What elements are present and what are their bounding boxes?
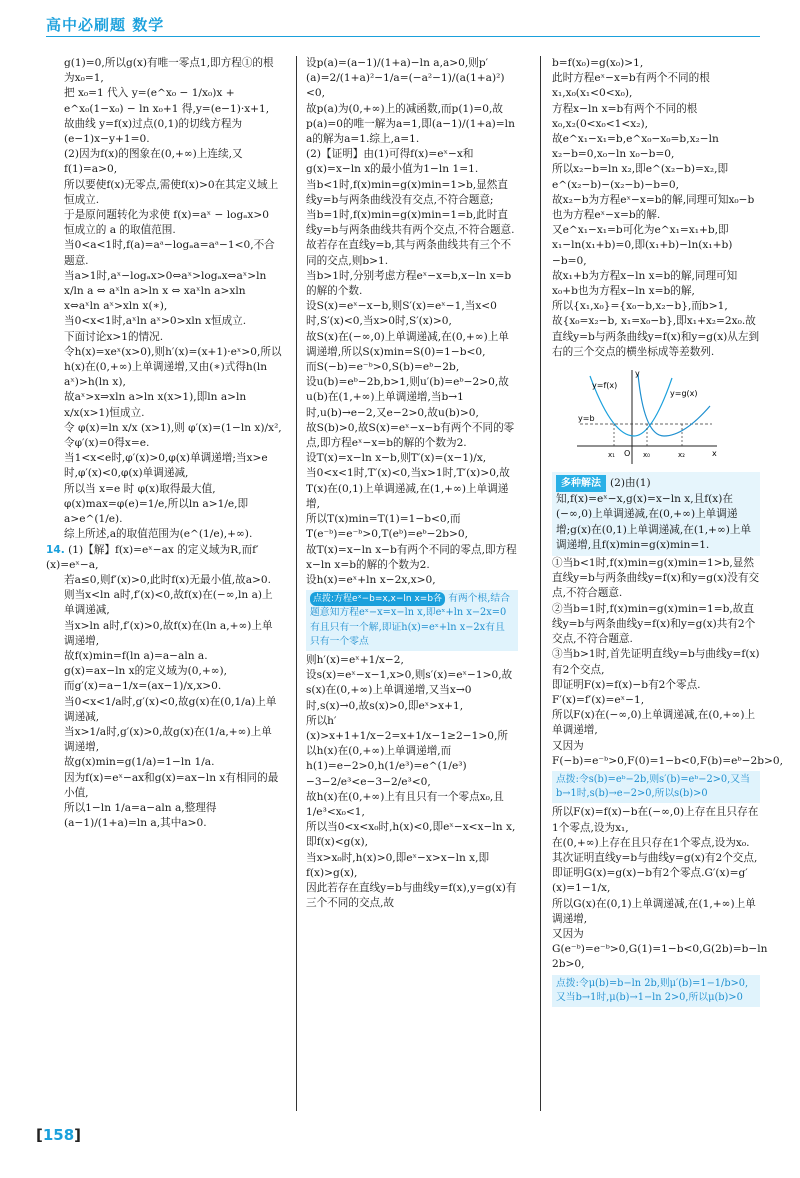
header-rule <box>46 36 760 37</box>
text-line: 当x>1/a时,g′(x)>0,故g(x)在(1/a,+∞)上单调递增, <box>64 725 272 754</box>
text-line: b=f(x₀)=g(x₀)>1, <box>552 57 644 69</box>
text-line: 因为f(x)=eˣ−ax和g(x)=ax−ln x有相同的最小值, <box>64 771 279 799</box>
text-line: 当0<a<1时,f(a)=aᵃ−logₐa=aᵃ−1<0,不合题意. <box>64 239 275 267</box>
text-line: g(1)=0,所以g(x)有唯一零点1,即方程①的根为x₀=1, <box>64 57 274 85</box>
text-line: 所以当0<x<x₀时,h(x)<0,即eˣ−x<x−ln x,即f(x)<g(x), <box>306 821 516 849</box>
label-origin: O <box>624 449 631 459</box>
column-2 <box>306 56 518 911</box>
text-line: 其次证明直线y=b与曲线y=g(x)有2个交点,即证明G(x)=g(x)−b有2个零点.G′(x)=g′(x)=1−1/x, <box>552 851 758 895</box>
text-line: 设s(x)=eˣ−x−1,x>0,则s′(x)=eˣ−1>0,故s(x)在(0,+∞)上单调递增,又当x→0时,s(x)→0,故s(x)>0,即eˣ>x+1, <box>306 669 513 712</box>
hint-note <box>306 590 518 651</box>
text-line: 故x₁+b为方程x−ln x=b的解,同理可知x₀+b也为方程x−ln x=b的解, <box>552 269 738 298</box>
text-line: 此时方程eˣ−x=b有两个不同的根x₁,x₀(x₁<0<x₀), <box>552 72 710 100</box>
text-line: 设u(b)=eᵇ−2b,b>1,则u′(b)=eᵇ−2>0,故u(b)在(1,+∞)上单调递增,当b→1时,u(b)→e−2,又e−2>0,故u(b)>0, <box>306 376 509 419</box>
text-line: 设T(x)=x−ln x−b,则T′(x)=(x−1)/x, <box>306 452 487 465</box>
text-line: 令h(x)=xeˣ(x>0),则h′(x)=(x+1)·eˣ>0,所以h(x)在(0,+∞)上单调递增,又由(∗)式得h(ln aˣ)>h(ln x), <box>64 345 282 389</box>
text-line: 又e^x₁−x₁=b可化为e^x₁=x₁+b,即x₁−ln(x₁+b)=0,即(x₁+b)−ln(x₁+b)−b=0, <box>552 224 733 267</box>
text-line: 于是原问题转化为求使 f(x)=aˣ − logₐx>0 恒成立的 a 的取值范围. <box>64 209 273 237</box>
text-line: 所以G(x)在(0,1)上单调递减,在(1,+∞)上单调递增, <box>552 897 756 925</box>
text-line: 当0<x<1/a时,g′(x)<0,故g(x)在(0,1/a)上单调递减, <box>64 695 277 723</box>
text-line: 则h′(x)=eˣ+1/x−2, <box>306 653 404 666</box>
text-line: 故S(x)在(−∞,0)上单调递减,在(0,+∞)上单调递增,所以S(x)min=S(0)=1−b<0, <box>306 330 509 358</box>
text-line: 所以要使f(x)无零点,需使f(x)>0在其定义域上恒成立. <box>64 178 279 206</box>
question-14 <box>46 543 282 573</box>
text-line: 当b=1时,f(x)min=g(x)min=1=b,此时直线y=b与两条曲线共有两个交点,不符合题意. <box>306 209 515 237</box>
text-line: 所以{x₁,x₀}={x₀−b,x₂−b},而b>1, <box>552 300 728 313</box>
hint-badge: 点拨:方程eˣ−b=x,x−ln x=b各 <box>310 592 445 606</box>
function-graph <box>572 366 722 466</box>
page-number-value: 158 <box>42 1126 75 1144</box>
text-line: 当b<1时,f(x)min=g(x)min=1>b,显然直线y=b与两条曲线没有交点,不符合题意; <box>306 178 508 206</box>
text-line: 若a≤0,则f′(x)>0,此时f(x)无最小值,故a>0. <box>64 573 272 586</box>
label-x-axis: x <box>712 449 717 459</box>
label-x2: x₂ <box>678 451 685 460</box>
text-line: 所以T(x)min=T(1)=1−b<0,而T(e⁻ᵇ)=e⁻ᵇ>0,T(eᵇ)=eᵇ−2b>0, <box>306 513 468 541</box>
text-line: 设p(a)=(a−1)/(1+a)−ln a,a>0,则p′(a)=2/(1+a)²−1/a=(−a²−1)/(a(1+a)²)<0, <box>306 57 505 100</box>
text-line: 故f(x)min=f(ln a)=a−aln a. <box>64 649 208 662</box>
text-line: 故S(b)>0,故S(x)=eˣ−x−b有两个不同的零点,即方程eˣ−x=b的解的个数为2. <box>306 421 515 450</box>
text-line: (2)【证明】由(1)可得f(x)=eˣ−x和g(x)=x−ln x的最小值为1−ln 1=1. <box>306 148 479 176</box>
text-line: 又因为F(−b)=e⁻ᵇ>0,F(0)=1−b<0,F(b)=eᵇ−2b>0, <box>552 739 784 767</box>
text-line: 综上所述,a的取值范围为(e^(1/e),+∞). <box>64 528 253 541</box>
text-line: 设S(x)=eˣ−x−b,则S′(x)=eˣ−1,当x<0时,S′(x)<0,当x>0时,S′(x)>0, <box>306 300 497 328</box>
header-title: 高中必刷题 数学 <box>46 16 165 34</box>
text-line: ①当b<1时,f(x)min=g(x)min=1>b,显然直线y=b与两条曲线y=f(x)和y=g(x)没有交点,不符合题意. <box>552 557 760 600</box>
text-line: 当0<x<1时,T′(x)<0,当x>1时,T′(x)>0,故T(x)在(0,1)上单调递减,在(1,+∞)上单调递增, <box>306 467 510 510</box>
question-number: 14. <box>46 543 65 556</box>
column-1 <box>46 56 282 831</box>
text-line: φ(x)max=φ(e)=1/e,所以ln a>1/e,即a>e^(1/e). <box>64 497 249 526</box>
text-line: 所以当 x=e 时 φ(x)取得最大值, <box>64 482 216 495</box>
text-line: 故e^x₁−x₁=b,e^x₀−x₀=b,x₂−ln x₂−b=0,x₀−ln x₀−b=0, <box>552 133 723 161</box>
text-line: 下面讨论x>1的情况. <box>64 330 164 343</box>
text-line: 所以h′(x)>x+1+1/x−2=x+1/x−1≥2−1>0,所以h(x)在(0,+∞)上单调递增,而h(1)=e−2>0,h(1/e³)=e^(1/e³)−3−2/e³<e−3−2/e³<0, <box>306 714 508 788</box>
method-first-line <box>556 475 756 553</box>
text-line: (2)由(1)知,f(x)=eˣ−x,g(x)=x−ln x,且f(x)在(−∞,0)上单调递减,在(0,+∞)上单调递增;g(x)在(0,1)上单调递减,在(1,+∞)上单调递增,且f(x)min=g(x)min=1. <box>556 477 752 551</box>
text-line: 则当x<ln a时,f′(x)<0,故f(x)在(−∞,ln a)上单调递减, <box>64 589 273 617</box>
label-y-axis: y <box>635 369 640 379</box>
text-line: 因此若存在直线y=b与曲线y=f(x),y=g(x)有三个不同的交点,故 <box>306 881 517 910</box>
text-line: 所以F(x)=f(x)−b在(−∞,0)上存在且只存在1个零点,设为x₁, <box>552 806 759 834</box>
text-line: 所以1−ln 1/a=a−aln a,整理得(a−1)/(1+a)=ln a,其中a>0. <box>64 801 217 830</box>
text-line: 故aˣ>x⇒xln a>ln x(x>1),即ln a>ln x/x(x>1)恒成立. <box>64 391 250 419</box>
text-line: 把 x₀=1 代入 y=(e^x₀ − 1/x₀)x + e^x₀(1−x₀) − ln x₀+1 得,y=(e−1)·x+1, <box>64 87 270 115</box>
text-line: g(x)=ax−ln x的定义域为(0,+∞), <box>64 665 228 678</box>
text-line: 当x>x₀时,h(x)>0,即eˣ−x>x−ln x,即f(x)>g(x), <box>306 851 490 879</box>
text-line: 即证明F(x)=f(x)−b有2个零点. <box>552 678 701 691</box>
text-line: 故曲线 y=f(x)过点(0,1)的切线方程为(e−1)x−y+1=0. <box>64 117 243 146</box>
text-line: 在(0,+∞)上存在且只存在1个零点,设为x₀. <box>552 836 750 849</box>
text-line: 故{x₀=x₂−b, x₁=x₀−b},即x₁+x₂=2x₀.故直线y=b与两条曲线y=f(x)和y=g(x)从左到右的三个交点的横坐标成等差数列. <box>552 315 760 358</box>
label-yb: y=b <box>578 414 595 424</box>
text-line: 当x>ln a时,f′(x)>0,故f(x)在(ln a,+∞)上单调递增, <box>64 619 273 647</box>
text-line: 而S(−b)=e⁻ᵇ>0,S(b)=eᵇ−2b, <box>306 361 460 374</box>
column-3 <box>552 56 784 1009</box>
hint-note: 点拨:令μ(b)=b−ln 2b,则μ′(b)=1−1/b>0,又当b→1时,μ(b)→1−ln 2>0,所以μ(b)>0 <box>552 975 760 1007</box>
hint-text: 有两个根,结合题意知方程eˣ−x=x−ln x,即eˣ+ln x−2x=0有且只有一个解,即证h(x)=eˣ+ln x−2x有且只有一个零点 <box>310 593 510 647</box>
text-line: 方程x−ln x=b有两个不同的根x₀,x₂(0<x₀<1<x₂), <box>552 102 698 130</box>
text-line: ②当b=1时,f(x)min=g(x)min=1=b,故直线y=b与两条曲线y=f(x)和y=g(x)共有2个交点,不符合题意. <box>552 602 756 646</box>
text-line: 当0<x<1时,aˣln aˣ>0>xln x恒成立. <box>64 315 247 328</box>
hint-note: 点拨:令s(b)=eᵇ−2b,则s′(b)=eᵇ−2>0,又当b→1时,s(b)→e−2>0,所以s(b)>0 <box>552 771 760 803</box>
text-line: 当b>1时,分别考虑方程eˣ−x=b,x−ln x=b的解的个数. <box>306 269 512 298</box>
text-line: (1)【解】f(x)=eˣ−ax 的定义域为R,而f′(x)=eˣ−a, <box>46 543 259 571</box>
text-line: (2)因为f(x)的图象在(0,+∞)上连续,又f(1)=a>0, <box>64 148 243 176</box>
text-line: 故g(x)min=g(1/a)=1−ln 1/a. <box>64 756 215 769</box>
text-line: ③当b>1时,首先证明直线y=b与曲线y=f(x)有2个交点, <box>552 648 760 676</box>
text-line: 故p(a)为(0,+∞)上的减函数,而p(1)=0,故p(a)=0的唯一解为a=1,即(a−1)/(1+a)=ln a的解为a=1.综上,a=1. <box>306 102 519 146</box>
label-yf: y=f(x) <box>592 381 618 391</box>
graph-svg <box>572 366 722 466</box>
text-line: 当1<x<e时,φ′(x)>0,φ(x)单调递增;当x>e时,φ′(x)<0,φ(x)单调递减, <box>64 452 268 480</box>
text-line: 所以x₂−b=ln x₂,即e^(x₂−b)=x₂,即e^(x₂−b)−(x₂−b)−b=0, <box>552 163 729 191</box>
label-yg: y=g(x) <box>670 389 698 399</box>
text-line: 故若存在直线y=b,其与两条曲线共有三个不同的交点,则b>1. <box>306 239 512 267</box>
text-line: 所以F(x)在(−∞,0)上单调递减,在(0,+∞)上单调递增, <box>552 709 756 737</box>
alternative-method-box <box>552 472 760 556</box>
column-divider <box>540 56 541 1111</box>
text-line: 故h(x)在(0,+∞)上有且只有一个零点x₀,且1/e³<x₀<1, <box>306 790 504 818</box>
text-line: 设h(x)=eˣ+ln x−2x,x>0, <box>306 573 436 586</box>
page-number: [158] <box>36 1126 82 1144</box>
label-x0: x₀ <box>643 451 650 460</box>
text-line: 而g′(x)=a−1/x=(ax−1)/x,x>0. <box>64 680 222 693</box>
column-divider <box>296 56 297 1111</box>
text-line: 又因为G(e⁻ᵇ)=e⁻ᵇ>0,G(1)=1−b<0,G(2b)=b−ln 2b>0, <box>552 927 771 971</box>
text-line: 当a>1时,aˣ−logₐx>0⇔aˣ>logₐx⇔aˣ>ln x/ln a ⇔ aˣln a>ln x ⇔ xaˣln a>xln x⇔aˣln aˣ>xln x(∗), <box>64 269 270 313</box>
method-tag: 多种解法 <box>556 475 606 492</box>
text-line: F′(x)=f′(x)=eˣ−1, <box>552 693 645 706</box>
text-line: 故T(x)=x−ln x−b有两个不同的零点,即方程x−ln x=b的解的个数为2. <box>306 543 517 571</box>
text-line: 故x₂−b为方程eˣ−x=b的解,同理可知x₀−b也为方程eˣ−x=b的解. <box>552 193 755 222</box>
label-x1: x₁ <box>608 451 615 460</box>
text-line: 令 φ(x)=ln x/x (x>1),则 φ′(x)=(1−ln x)/x²,令φ′(x)=0得x=e. <box>64 421 282 450</box>
